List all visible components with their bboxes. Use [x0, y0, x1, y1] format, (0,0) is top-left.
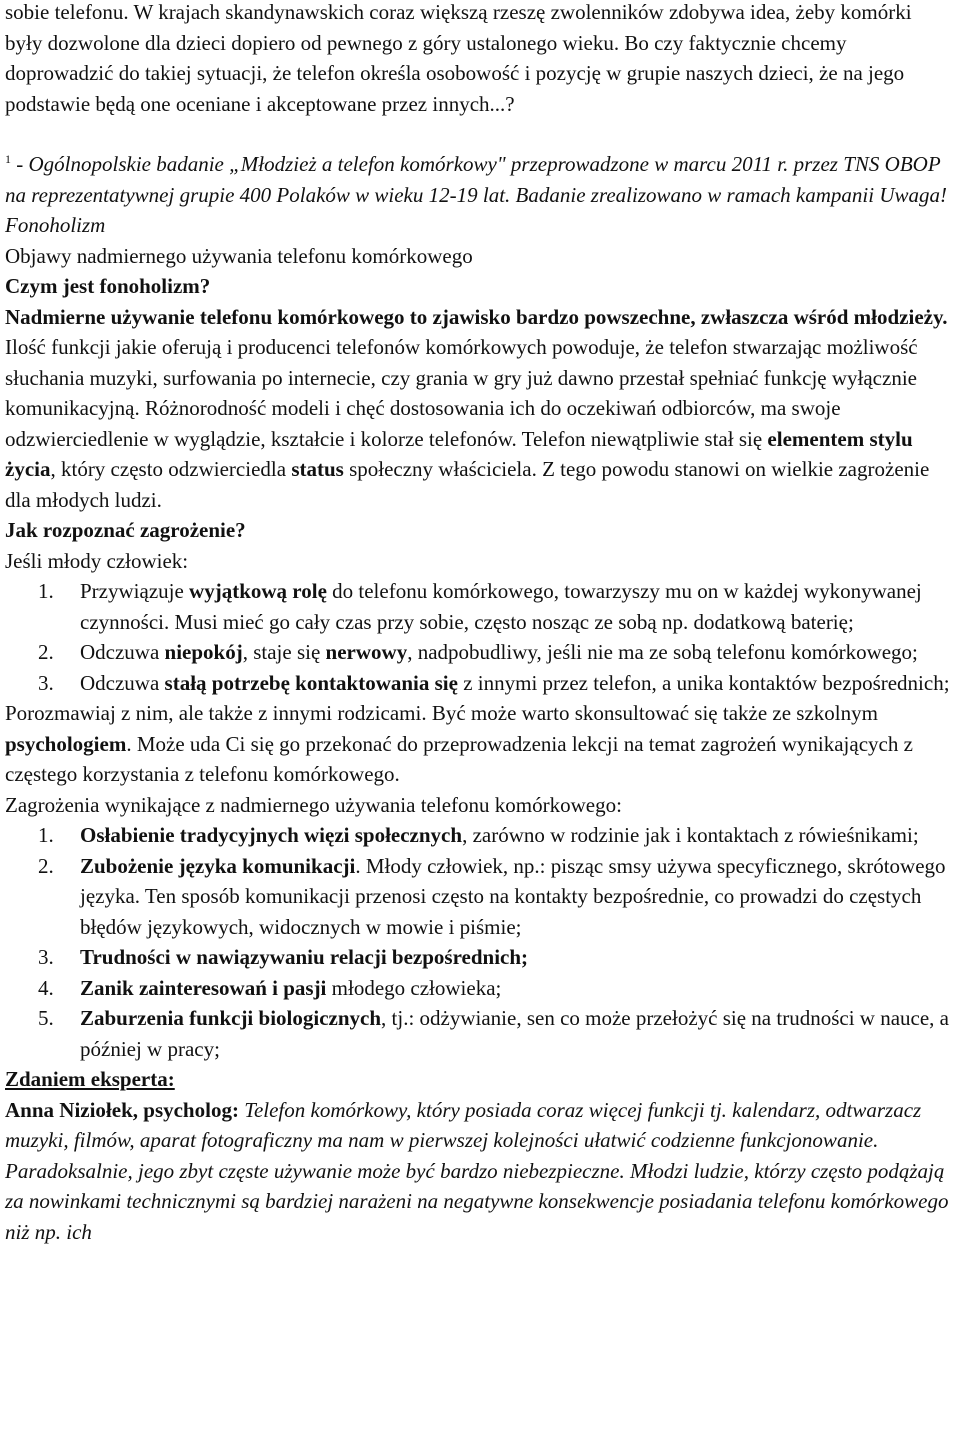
list-item [5, 668, 951, 699]
bold-term: status [291, 457, 344, 481]
bold-term: psychologiem [5, 731, 127, 756]
list-item [5, 851, 951, 943]
item-text: z innymi przez telefon, a unika kontaktów bezpośrednich; [457, 670, 950, 695]
item-text: , tj.: odżywianie, sen co może przełożyć się na trudności w nauce, a później w pracy; [80, 1006, 949, 1061]
bold-term: niepokój [164, 640, 243, 664]
item-text: Przywiązuje [80, 579, 190, 603]
item-text: Odczuwa [80, 640, 165, 664]
paragraph-advice [5, 698, 951, 790]
list-item [5, 973, 951, 1004]
expert-name: Anna Niziołek, psycholog: [5, 1097, 239, 1122]
threats-list [5, 820, 951, 1064]
what-heading-text: Czym jest fonoholizm? [5, 274, 211, 298]
body-text: Ilość funkcji jakie oferują i producenci telefonów komórkowych powoduje, że telefon stwarzając możliwość słuchania muzyki, surfowania po internecie, czy grania w gry już dawno przestał spełniać funkcję wyłącznie komunikacyjną. Różnorodność modeli i chęć dostosowania ich do oczekiwań odbiorców, ma swoje odzwierciedlenie w wyglądzie, kształcie i kolorze telefonów. Telefon niewątpliwie stał się [5, 335, 918, 451]
list-number: 3. [38, 670, 54, 695]
bold-term: Trudności w nawiązywaniu relacji bezpośrednich; [80, 945, 529, 969]
what-heading [5, 271, 951, 302]
item-text: Odczuwa [80, 670, 165, 695]
body-text: Porozmawiaj z nim, ale także z innymi rodzicami. Być może warto skonsultować się także ze szkolnym [5, 701, 878, 725]
body-text: . Może uda Ci się go przekonać do przeprowadzenia lekcji na temat zagrożeń wynikających z częstego korzystania z telefonu komórkowego. [5, 731, 913, 786]
subtitle: Objawy nadmiernego używania telefonu komórkowego [5, 243, 473, 268]
body-text: społeczny właściciela. Z tego powodu stanowi on wielkie zagrożenie dla młodych ludzi. [5, 457, 930, 512]
list-item [5, 820, 951, 851]
paragraph-phonoholism [5, 302, 951, 516]
threats-heading: Zagrożenia wynikające z nadmiernego używania telefonu komórkowego: [5, 792, 622, 817]
item-text: . Młody człowiek, np.: pisząc smsy używa specyficznego, skrótowego języka. Ten sposób komunikacji przenosi często na kontakty bezpośrednie, co prowadzi do częstych błędów językowych, widocznych w mowie i piśmie; [80, 853, 946, 939]
list-number: 2. [38, 640, 54, 664]
footnote [5, 149, 951, 241]
footnote-text: - Ogólnopolskie badanie „Młodzież a telefon komórkowy" przeprowadzone w marcu 2011 r. przez TNS OBOP na reprezentatywnej grupie 400 Polaków w wieku 12-19 lat. Badanie zrealizowano w ramach kampanii Uwaga! Fonoholizm [5, 152, 947, 237]
list-number: 4. [38, 975, 54, 1000]
recognize-heading-text: Jak rozpoznać zagrożenie? [5, 518, 246, 542]
expert-heading [5, 1064, 951, 1095]
document-page [5, 0, 951, 1247]
item-text: młodego człowieka; [326, 975, 502, 1000]
quote-text: Telefon komórkowy, który posiada coraz więcej funkcji tj. kalendarz, odtwarzacz muzyki, filmów, aparat fotograficzny ma nam w pierwszej kolejności ułatwić codzienne funkcjonowanie. Paradoksalnie, jego zbyt częste używanie może być bardzo niebezpieczne. Młodzi ludzie, którzy często podążają za nowinkami technicznymi są bardziej narażeni na negatywne konsekwencje posiadania telefonu komórkowego niż np. ich [5, 1097, 949, 1244]
intro-paragraph [5, 0, 951, 119]
body-text: , który często odzwierciedla [50, 457, 292, 481]
list-number: 1. [38, 823, 54, 847]
bold-term: Zanik zainteresowań i pasji [80, 975, 327, 1000]
item-text: , zarówno w rodzinie jak i kontaktach z rówieśnikami; [462, 823, 919, 847]
footnote-marker: 1 [5, 152, 11, 166]
list-number: 5. [38, 1006, 54, 1030]
signs-list [5, 576, 951, 698]
list-item [5, 1003, 951, 1064]
expert-quote [5, 1095, 951, 1248]
expert-heading-text: Zdaniem eksperta: [5, 1067, 175, 1091]
list-number: 1. [38, 579, 54, 603]
bold-term: nerwowy [325, 640, 408, 664]
intro-text: sobie telefonu. W krajach skandynawskich coraz większą rzeszę zwolenników zdobywa idea, żeby komórki były dozwolone dla dzieci dopiero od pewnego z góry ustalonego wieku. Bo czy faktycznie chcemy doprowadzić do takiej sytuacji, że telefon określa osobowość i pozycję w grupie naszych dzieci, że na jego podstawie będą one oceniane i akceptowane przez innych...? [5, 0, 912, 116]
list-item [5, 576, 951, 637]
list-number: 2. [38, 853, 54, 878]
list-number: 3. [38, 945, 54, 969]
bold-term: wyjątkową rolę [189, 579, 327, 603]
bold-term: Osłabienie tradycyjnych więzi społecznych [80, 823, 463, 847]
bold-term: Zaburzenia funkcji biologicznych [80, 1006, 382, 1030]
item-text: , nadpobudliwy, jeśli nie ma ze sobą telefonu komórkowego; [407, 640, 918, 664]
item-text: do telefonu komórkowego, towarzyszy mu on w każdej wykonywanej czynności. Musi mieć go cały czas przy sobie, często nosząc ze sobą np. dodatkową baterię; [80, 579, 922, 634]
bold-term: Zubożenie języka komunikacji [80, 853, 356, 878]
item-text: , staje się [242, 640, 326, 664]
recognize-heading [5, 515, 951, 546]
bold-term: stałą potrzebę kontaktowania się [164, 670, 458, 695]
list-item [5, 942, 951, 973]
list-item [5, 637, 951, 668]
if-young-label: Jeśli młody człowiek: [5, 548, 189, 573]
lead-bold: Nadmierne używanie telefonu komórkowego to zjawisko bardzo powszechne, zwłaszcza wśród młodzieży. [5, 304, 948, 329]
bold-term: elementem stylu życia [5, 426, 913, 481]
